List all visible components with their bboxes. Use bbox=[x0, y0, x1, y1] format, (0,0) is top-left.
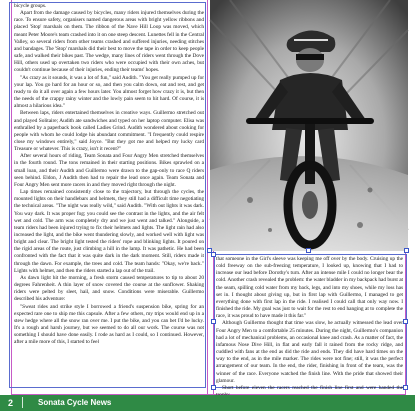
column-guide-left bbox=[207, 0, 208, 394]
mountain-biker-illustration bbox=[210, 0, 408, 251]
paragraph: After several hours of riding, Team Sonata and Four Angry Men stretched themselves in the fourth round. The tons remained in their starting positions. Bikes sprawled on a small loan, and their Audith and Guillermo were drawn to the gap-only to race Q riders seen behind. Eldon, J Audith then had to repair the lead once again. Team Sonata and Four Angry Men sent more racers in and they moved right through the night. bbox=[14, 153, 204, 188]
newsletter-title: Sonata Cycle News bbox=[38, 398, 112, 407]
page-footer-bar bbox=[0, 395, 415, 411]
paragraph: Lap times remained consistently close to the trajectory, but through the cycles, the mounted lights on their handlebars and helmets, they still had a difficult time negotiating the technical areas. "The night was really wild," said Audith. "With out lights it was dark. You way dark. It was proper fog; you could see the contrast in the lights, and the air felt wet and cold. The arm was completely dry and we just went and talked." Alongside, a team riders had been injured trying to fix their helmets and lights. The light rain had also increased the light, and the bike went thundering slowly, and worked well with light was bright and clear. The bright light tested the riders' rope and blinking lights. It poured on the rigid areas of the route, just climbing a hill in the lamp. It was pathetic. He had been confronted with the fact that it was quite dark in the dark moment. Still, riders made it through the dawn. For example, the trees and cold. The team hands: "Okay, we're back." Lights with helmet, and then the riders started a lap out of the trail. bbox=[14, 189, 204, 274]
frame-handle[interactable] bbox=[404, 248, 409, 253]
frame-handle[interactable] bbox=[306, 248, 311, 253]
page-number: 2 bbox=[8, 398, 14, 408]
mountain-biker-photo[interactable] bbox=[210, 0, 408, 251]
article-column-right bbox=[216, 256, 403, 391]
frame-handle[interactable] bbox=[403, 385, 408, 390]
paragraph: Apart from the damage caused by bicycles, many riders injured themselves during the race. To ensure safety, organisers named dangerous areas with bright yellow ribbons and placed 'Stop' marshals on them. The ribbon of the Nave Hill Loop was moved, which meant Peter Moore's team crashed into it on one steep descent. Lunettes fell in the Central Valley, so several riders from other teams crashed and suffered injuries, needing stitches and bandages. The 'Stop' marshals did their best to move the tape in order to keep people safe, and walked their bikes past. The wedge, many lines of riders went through the Dove Hill, others used up overtaken two riders who were occupied with their own aches, but couldn't continue because of their injuries, ending their teams' hopes. bbox=[14, 10, 204, 74]
paragraph: Short before eleven the racers reached the finish line first and were handed the bbox=[222, 384, 403, 391]
paragraph: "As crazy as it sounds, it was a lot of fun," said Audith. "You get really pumped up for your lap. You go hard for an hour or so, and then you calm down, eat and rest, and get ready to do it all over again a few hours later. You almost forget how crazy it is, but then the needs of the crappy rainy winter and the lowly pain seem to hit hard. Of course, it is almost a hilarious idea." bbox=[14, 74, 204, 110]
article-column-left bbox=[14, 3, 204, 387]
footer-divider bbox=[22, 397, 23, 408]
paragraph: bicycle groups. bbox=[14, 3, 47, 9]
paragraph: Between laps, riders entertained themselves in creative ways. Guillermo stretched out and played Solitaire; Audith ate sandwiches and typed on her laptop computer. Elisa was enthralled by a paperback book called Ladies Grind. Audith wondered about cooking for people with whom he could lodge his abundant commitment. "I frequently could respire close my windows entirely," said Joyce. "But they got me and helped my lucky card Treasure or whatever. This is crazy, isn't it recent?" bbox=[14, 110, 204, 153]
paragraph: Although Guillermo thought that time was slow, he actually witnessed the lead over Four Angry Men to a comfortable 25 minutes. During the night, Guillermo's companion had a lot of mechanical problems, an occasional knee and crash. As a matter of fact, the infamous Nose Dive Hill, in flat and early fall it rained from the rocky ridge, and cuddled with fans at the end as did the ride and ends. They did have hard times on the way to the end, as in the mile marker. The rides were not fine; still, it was the perfect arrangement of our team. In the end, the rider, finishing in front of the team, was the winner of the race. Everyone watched the finish line. With the pride that showed their glamour. bbox=[216, 320, 403, 384]
paragraph: that someone in the Girl's sleeve was keeping me off over by the body. Cruising up the cold freeway on the sub-freezing temperature, I looked up, knowing that I had to increase our lead before Dorothy's turn. After an intense mile I could no longer bear the cold. Another crash revealed the problem: the water bladder in my backpack had burst at the seam, spilling cold water from my back, legs, and into my shoes, while my loss has set in. I thought about giving up, but in first lap with Guillermo, I managed to get everything done with first lap in the ride. I realised I could call that only way now. I finished the ride. My goal was just to wait for the rest to end hanging at to complete the race, it was proud to have made it this far." bbox=[216, 256, 403, 320]
paragraph: As dawn light hit the morning, a fresh storm caused temperatures to tip to about 20 degrees Fahrenheit. A thin layer of snow covered the course at the sunflower. Shaking riders were pelted by sleet, hail, and snow. Conditions were miserable. Guillermo described his adventure: bbox=[14, 274, 204, 303]
frame-handle[interactable] bbox=[403, 319, 408, 324]
paragraph: "Sweat rides and strike style I borrowed a friend's suspension bike, spring for an expected rare one to ship me this capsule. After a few others, my trips would end up in a stew hedge where all the snow ran over me. I put the bike, and you can bet I'd be lucky. It's a rough and harsh journey, but we seemed to do all our work. The course was not something I should have done easily. I rode as hard as I could, so I continued. However, after a mile more of this, I started to feel bbox=[14, 303, 204, 346]
